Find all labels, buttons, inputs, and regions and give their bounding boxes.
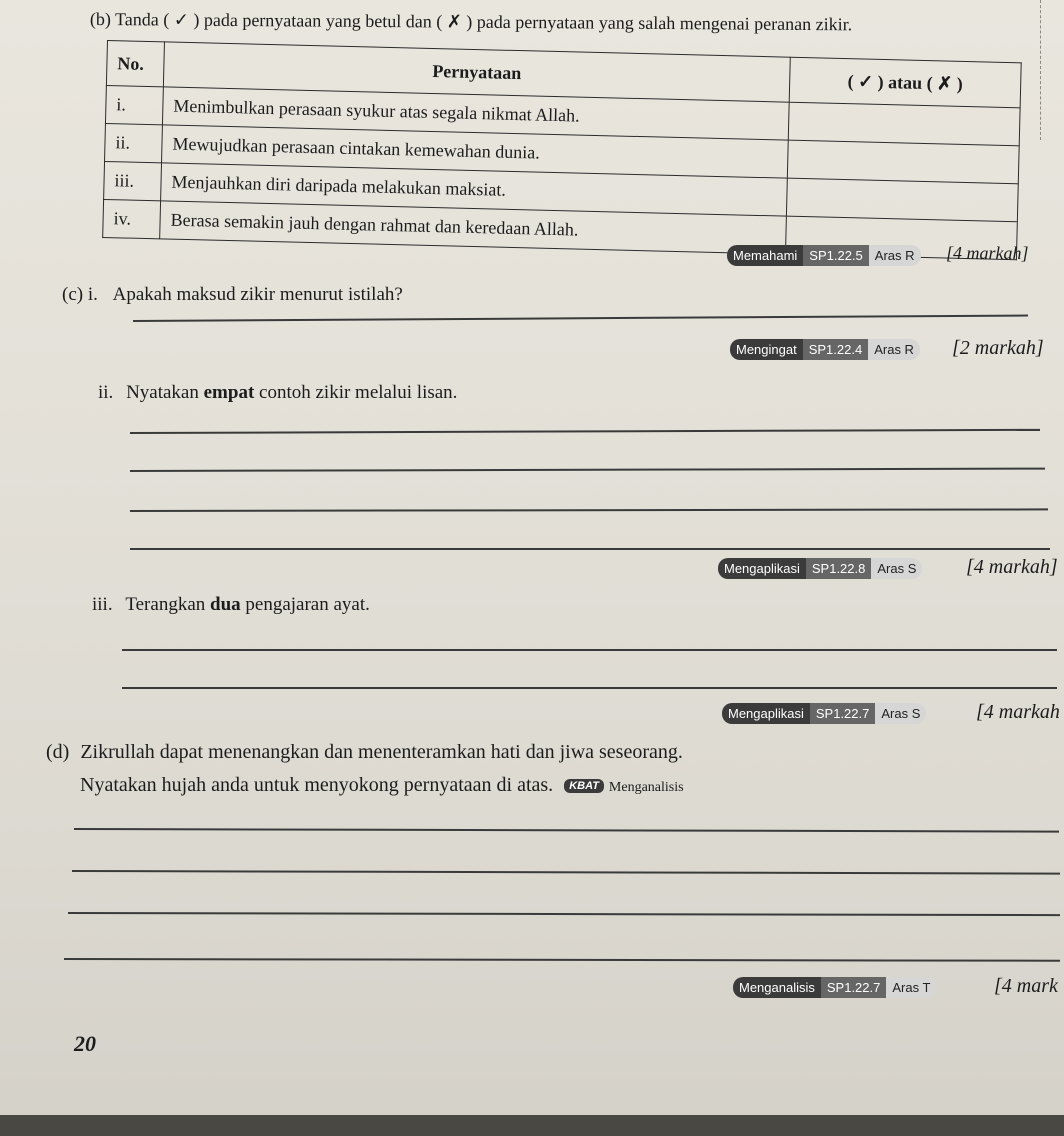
badge-skill: Mengingat (730, 339, 803, 360)
answer-line[interactable] (72, 870, 1060, 874)
question-text-bold: empat (203, 382, 255, 403)
badge-level: Aras S (875, 703, 926, 724)
badge-level: Aras S (871, 558, 922, 579)
badge-level: Aras T (886, 977, 936, 998)
question-label: ii. (98, 382, 114, 403)
badge-code: SP1.22.4 (803, 339, 869, 360)
skill-badge (722, 703, 926, 724)
question-label: (d) (46, 741, 70, 763)
badge-code: SP1.22.5 (803, 245, 869, 266)
badge-skill: Memahami (727, 245, 803, 266)
answer-cell[interactable] (788, 102, 1020, 146)
question-text-pre: Terangkan (125, 594, 210, 615)
question-text-pre: Nyatakan (126, 382, 204, 403)
question-text-post: contoh zikir melalui lisan. (254, 382, 458, 403)
badge-level: Aras R (869, 245, 921, 266)
question-text-post: pengajaran ayat. (240, 594, 370, 615)
row-statement: Menjauhkan diri daripada melakukan maksiat. (161, 163, 788, 216)
header-statement: Pernyataan (163, 42, 790, 102)
badge-code: SP1.22.8 (806, 558, 872, 579)
badge-skill: Menganalisis (733, 977, 821, 998)
row-statement: Mewujudkan perasaan cintakan kemewahan dunia. (162, 125, 789, 178)
question-c-i (62, 284, 403, 306)
table-surface (0, 1115, 1064, 1136)
answer-line[interactable] (74, 828, 1059, 832)
part-b-instruction: (b) Tanda ( ✓ ) pada pernyataan yang betul dan ( ✗ ) pada pernyataan yang salah mengenai peranan zikir. (89, 9, 853, 35)
answer-line[interactable] (68, 912, 1060, 916)
header-mark: ( ✓ ) atau ( ✗ ) (789, 57, 1021, 108)
question-d-line1 (46, 741, 683, 764)
badge-skill: Mengaplikasi (718, 558, 806, 579)
row-no: ii. (105, 123, 163, 162)
skill-badge (733, 977, 936, 998)
question-text: Nyatakan hujah anda untuk menyokong pernyataan di atas. (80, 774, 554, 796)
answer-line[interactable] (122, 687, 1057, 689)
kbat-tag: KBAT (564, 779, 604, 793)
row-no: iv. (103, 199, 161, 238)
marks-label: [4 markah] (946, 243, 1029, 263)
kbat-label: Menganalisis (608, 780, 684, 795)
adjacent-page-edge (1040, 0, 1064, 140)
marks-label: [4 markah (976, 701, 1060, 723)
skill-badge (718, 558, 922, 579)
marks-label: [4 markah] (966, 556, 1058, 578)
answer-line[interactable] (122, 649, 1057, 651)
question-c-ii (98, 382, 457, 404)
question-d-line2 (80, 774, 684, 797)
question-text: Apakah maksud zikir menurut istilah? (112, 284, 403, 305)
row-no: i. (105, 85, 163, 124)
skill-badge (730, 339, 920, 360)
question-c-iii (92, 594, 370, 616)
page-number: 20 (74, 1031, 96, 1056)
answer-line[interactable] (130, 508, 1048, 511)
question-label: (c) i. (62, 284, 98, 305)
badge-code: SP1.22.7 (821, 977, 887, 998)
marks-label: [2 markah] (952, 337, 1044, 359)
question-text-bold: dua (210, 594, 241, 615)
row-statement: Menimbulkan perasaan syukur atas segala nikmat Allah. (162, 87, 789, 140)
answer-cell[interactable] (787, 140, 1019, 184)
row-statement: Berasa semakin jauh dengan rahmat dan keredaan Allah. (160, 201, 787, 254)
answer-line[interactable] (130, 429, 1040, 434)
skill-badge (727, 245, 921, 266)
marks-label: [4 mark (994, 975, 1058, 997)
badge-code: SP1.22.7 (810, 703, 876, 724)
question-text: Zikrullah dapat menenangkan dan menenteramkan hati dan jiwa seseorang. (80, 741, 683, 763)
answer-line[interactable] (130, 468, 1045, 472)
question-label: iii. (92, 594, 113, 615)
answer-line[interactable] (130, 548, 1050, 550)
badge-skill: Mengaplikasi (722, 703, 810, 724)
header-no: No. (106, 41, 164, 87)
answer-cell[interactable] (786, 178, 1018, 222)
row-no: iii. (104, 161, 162, 200)
answer-line[interactable] (64, 958, 1060, 961)
statement-table (102, 40, 1022, 260)
badge-level: Aras R (868, 339, 920, 360)
answer-line[interactable] (133, 315, 1028, 322)
